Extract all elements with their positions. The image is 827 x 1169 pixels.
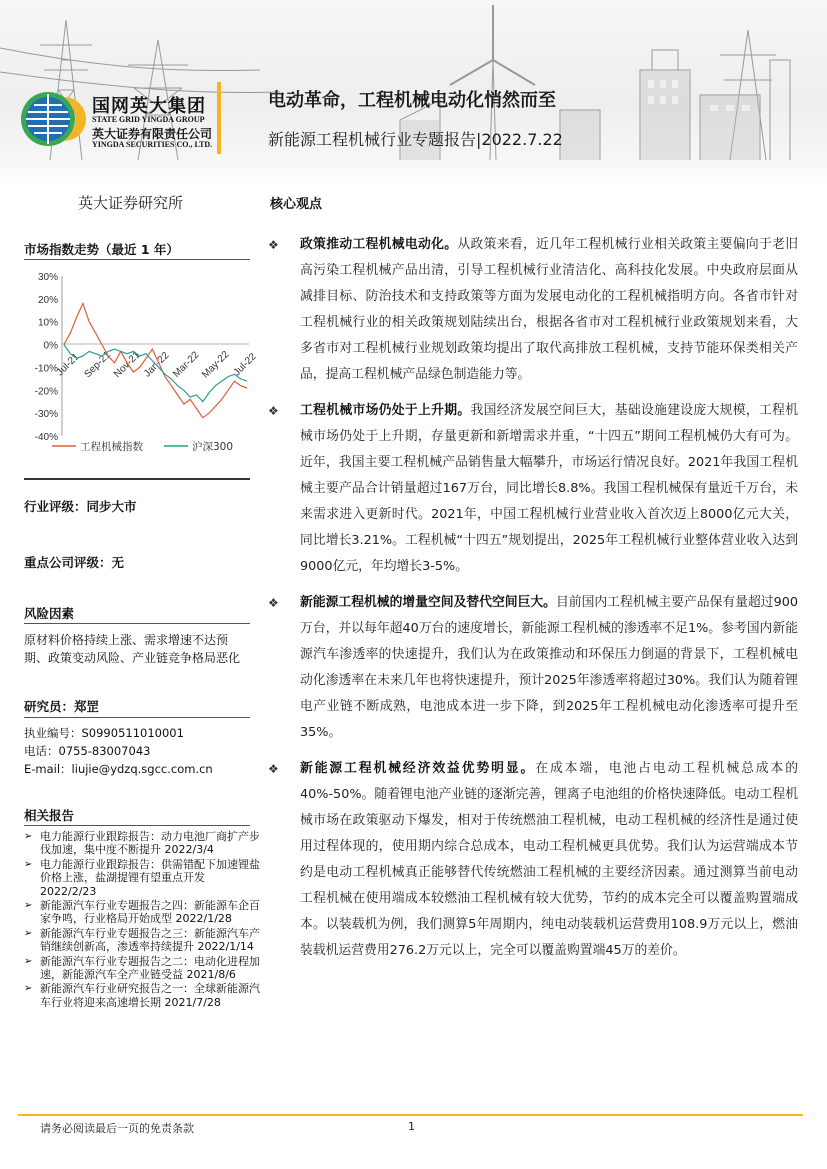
logo-en: STATE GRID YINGDA GROUP bbox=[92, 115, 205, 124]
industry-rating: 行业评级：同步大市 bbox=[24, 499, 137, 514]
y-tick-label: 10% bbox=[37, 317, 58, 329]
header-accent-bar bbox=[217, 82, 221, 154]
company-rating: 重点公司评级：无 bbox=[24, 555, 125, 570]
divider bbox=[24, 623, 250, 624]
phone: 电话：0755-83007043 bbox=[24, 744, 151, 758]
core-view-paragraph bbox=[268, 398, 798, 580]
x-tick-label: Jul-21 bbox=[54, 351, 82, 379]
core-view-paragraph bbox=[268, 232, 798, 388]
related-report-item[interactable] bbox=[24, 830, 264, 857]
paragraph-lead: 政策推动工程机械电动化。 bbox=[300, 237, 458, 252]
company-name-cn: 英大证券有限责任公司 bbox=[92, 127, 213, 141]
diamond-bullet-icon: ❖ bbox=[268, 404, 279, 418]
core-view-paragraph bbox=[268, 590, 798, 746]
x-tick-label: Jul-22 bbox=[231, 351, 259, 379]
footer-rule bbox=[18, 1114, 803, 1116]
x-tick-label: May-22 bbox=[200, 349, 232, 381]
legend-label: 工程机械指数 bbox=[80, 441, 143, 453]
report-title: 电动革命，工程机械电动化悄然而至 bbox=[268, 90, 556, 111]
risk-title: 风险因素 bbox=[24, 606, 75, 621]
related-report-item[interactable] bbox=[24, 899, 264, 926]
divider bbox=[24, 478, 250, 480]
diamond-bullet-icon: ❖ bbox=[268, 238, 279, 252]
company-logo bbox=[20, 88, 250, 148]
core-views bbox=[268, 232, 798, 974]
related-report-text: 电力能源行业跟踪报告：动力电池厂商扩产步伐加速，集中度不断提升 2022/3/4 bbox=[40, 830, 260, 857]
y-tick-label: -40% bbox=[34, 432, 58, 443]
y-tick-label: 0% bbox=[43, 340, 58, 352]
company-name-en: YINGDA SECURITIES CO., LTD. bbox=[92, 140, 213, 149]
arrow-bullet-icon: ➢ bbox=[24, 983, 33, 995]
chart-title: 市场指数走势（最近 1 年） bbox=[24, 242, 179, 257]
x-tick-label: Sep-21 bbox=[82, 349, 114, 381]
paragraph-lead: 工程机械市场仍处于上升期。 bbox=[300, 403, 471, 418]
related-report-text: 新能源汽车行业专题报告之四：新能源车企百家争鸣，行业格局开始成型 2022/1/28 bbox=[40, 899, 260, 926]
paragraph-text: 目前国内工程机械主要产品保有量超过900万台，并以每年超40万台的速度增长，新能源工程机械的渗透率不足1%。参考国内新能源汽车渗透率的快速提升，我们认为在政策推动和环保压力倒逼的背景下，工程机械电动化渗透率在未来几年也将快速提升，预计2025年渗透率将超过30%。我们认为随着锂电产业链不断成熟，电池成本进一步下降，到2025年工程机械电动化渗透率可提升至35%。 bbox=[300, 595, 798, 740]
diamond-bullet-icon: ❖ bbox=[268, 762, 279, 776]
related-report-text: 新能源汽车行业专题报告之二：电动化进程加速，新能源汽车全产业链受益 2021/8/6 bbox=[40, 954, 260, 982]
disclaimer-note: 请务必阅读最后一页的免责条款 bbox=[40, 1122, 194, 1135]
core-view-paragraph bbox=[268, 756, 798, 964]
header-banner bbox=[0, 0, 827, 190]
related-title: 相关报告 bbox=[24, 808, 75, 823]
institute-name: 英大证券研究所 bbox=[78, 194, 184, 212]
index-chart bbox=[24, 262, 259, 462]
legend-label: 沪深300 bbox=[192, 441, 234, 453]
related-report-item[interactable] bbox=[24, 982, 264, 1009]
related-report-text: 电力能源行业跟踪报告：供需错配下加速锂盐价格上涨，盐湖提锂有望重点开发 2022/2/23 bbox=[40, 857, 260, 898]
divider bbox=[24, 717, 250, 718]
arrow-bullet-icon: ➢ bbox=[24, 858, 33, 870]
page-number: 1 bbox=[408, 1120, 415, 1133]
x-tick-label: Mar-22 bbox=[171, 349, 202, 380]
related-report-text: 新能源汽车行业专题报告之三：新能源汽车产销继续创新高，渗透率持续提升 2022/1/14 bbox=[40, 926, 260, 954]
state-grid-logo-icon bbox=[20, 88, 82, 150]
diamond-bullet-icon: ❖ bbox=[268, 596, 279, 610]
arrow-bullet-icon: ➢ bbox=[24, 927, 33, 939]
license-number: 执业编号：S0990511010001 bbox=[24, 726, 184, 740]
y-axis bbox=[35, 272, 62, 443]
related-report-text: 新能源汽车行业研究报告之一：全球新能源汽车行业将迎来高速增长期 2021/7/28 bbox=[40, 982, 260, 1009]
logo-cn: 国网英大集团 bbox=[92, 96, 206, 117]
paragraph-lead: 新能源工程机械经济效益优势明显。 bbox=[300, 761, 536, 776]
arrow-bullet-icon: ➢ bbox=[24, 900, 33, 912]
related-reports-list bbox=[24, 830, 264, 1010]
paragraph-text: 从政策来看，近几年工程机械行业相关政策主要偏向于老旧高污染工程机械产品出清，引导工程机械行业清洁化、高科技化发展。中央政府层面从减排目标、防治技术和支持政策等方面为发展电动化的工程机械指明方向。各省市针对工程机械行业的相关政策规划陆续出台，根据各省市对工程机械行业政策规划来看，大多省市对工程机械行业规划政策均提出了取代高排放工程机械，支持节能环保类相关产品，提高工程机械产品绿色制造能力等。 bbox=[300, 237, 799, 382]
arrow-bullet-icon: ➢ bbox=[24, 831, 33, 842]
email[interactable]: E-mail：liujie@ydzq.sgcc.com.cn bbox=[24, 762, 213, 776]
y-tick-label: -10% bbox=[34, 363, 58, 375]
related-report-item[interactable] bbox=[24, 927, 264, 954]
related-report-item[interactable] bbox=[24, 858, 264, 898]
report-subtitle: 新能源工程机械行业专题报告|2022.7.22 bbox=[268, 130, 563, 149]
x-tick-label: Jan-22 bbox=[142, 350, 172, 380]
y-tick-label: -20% bbox=[34, 386, 58, 398]
divider bbox=[24, 825, 250, 826]
analyst-title: 研究员：郑罡 bbox=[24, 699, 100, 714]
risk-text: 原材料价格持续上涨、需求增速不达预期、政策变动风险、产业链竞争格局恶化 bbox=[24, 633, 241, 665]
y-tick-label: 20% bbox=[37, 294, 58, 306]
y-tick-label: -30% bbox=[34, 409, 58, 421]
related-report-item[interactable] bbox=[24, 955, 264, 982]
arrow-bullet-icon: ➢ bbox=[24, 955, 33, 967]
x-tick-label: Nov-21 bbox=[111, 349, 143, 381]
paragraph-text: 我国经济发展空间巨大，基础设施建设庞大规模，工程机械市场仍处于上升期，存量更新和新增需求并重，“十四五”期间工程机械仍大有可为。近年，我国主要工程机械产品销售量大幅攀升，市场运行情况良好。2021年我国工程机械主要产品合计销量超过167万台，同比增长8.8%。我国工程机械保有量近千万台，未来需求进入更新时代。2021年，中国工程机械行业营业收入首次迈上8000亿元大关，同比增长3.21%。工程机械“十四五”规划提出，2025年工程机械行业整体营业收入达到9000亿元，年均增长3-5%。 bbox=[300, 403, 799, 574]
paragraph-lead: 新能源工程机械的增量空间及替代空间巨大。 bbox=[300, 595, 556, 610]
divider bbox=[24, 259, 250, 260]
core-title: 核心观点 bbox=[270, 197, 323, 212]
paragraph-text: 在成本端，电池占电动工程机械总成本的40%-50%。随着锂电池产业链的逐渐完善，锂离子电池组的价格快速降低。电动工程机械市场在政策驱动下爆发，相对于传统燃油工程机械，电动工程机械的经济性是通过使用过程体现的，使用期内综合总成本，电动工程机械更具优势。我们认为运营端成本节约是电动工程机械真正能够替代传统燃油工程机械的主要经济因素。通过测算当前电动工程机械在使用端成本较燃油工程机械有较大优势，节约的成本完全可以覆盖购置端成本。以装载机为例，我们测算5年周期内，纯电动装载机运营费用108.9万元以上，燃油装载机运营费用276.2万元以上，完全可以覆盖购置端45万的差价。 bbox=[300, 761, 798, 958]
y-tick-label: 30% bbox=[37, 272, 58, 283]
line-chart bbox=[24, 262, 259, 462]
chart-legend bbox=[52, 440, 233, 453]
